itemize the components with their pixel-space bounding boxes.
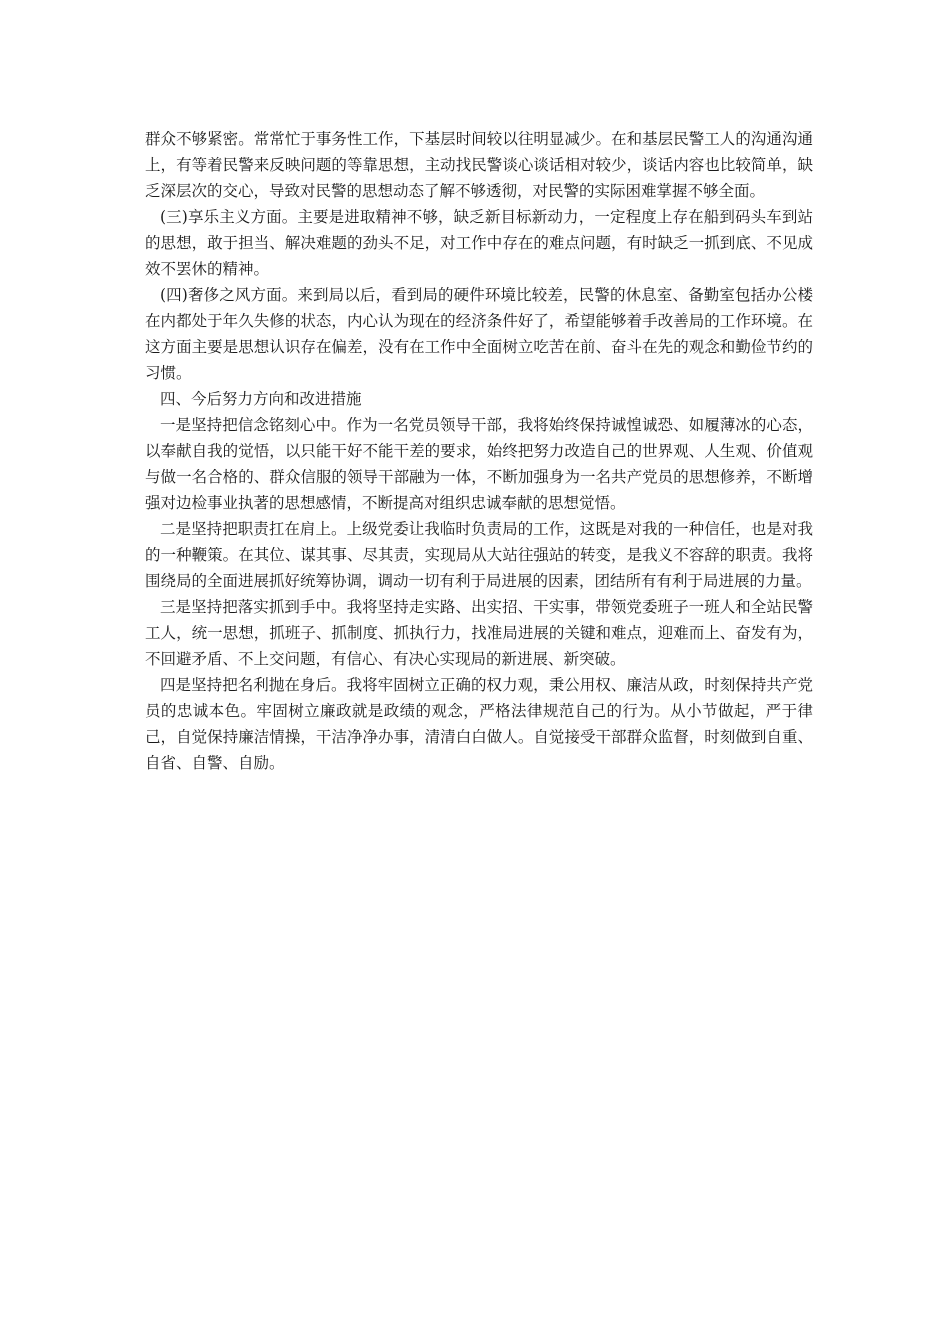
paragraph-measure-1: 一是坚持把信念铭刻心中。作为一名党员领导干部，我将始终保持诚惶诚恐、如履薄冰的心态，以奉献自我的觉悟，以只能干好不能干差的要求，始终把努力改造自己的世界观、人生观、价值观与做一名合格的、群众信服的领导干部融为一体，不断加强身为一名共产党员的思想修养，不断增强对边检事业执著的思想感情，不断提高对组织忠诚奉献的思想觉悟。 (145, 416, 813, 512)
section-heading: 四、今后努力方向和改进措施 (160, 390, 362, 408)
paragraph-hedonism: (三)享乐主义方面。主要是进取精神不够，缺乏新目标新动力，一定程度上存在船到码头车到站的思想，敢于担当、解决难题的劲头不足，对工作中存在的难点问题，有时缺乏一抓到底、不见成效不罢休的精神。 (145, 208, 813, 278)
paragraph-measure-3: 三是坚持把落实抓到手中。我将坚持走实路、出实招、干实事，带领党委班子一班人和全站民警工人，统一思想，抓班子、抓制度、抓执行力，找准局进展的关键和难点，迎难而上、奋发有为，不回避矛盾、不上交问题，有信心、有决心实现局的新进展、新突破。 (145, 598, 813, 668)
document-body (145, 126, 813, 776)
paragraph-extravagance: (四)奢侈之风方面。来到局以后，看到局的硬件环境比较差，民警的休息室、备勤室包括办公楼在内都处于年久失修的状态，内心认为现在的经济条件好了，希望能够着手改善局的工作环境。在这方面主要是思想认识存在偏差，没有在工作中全面树立吃苦在前、奋斗在先的观念和勤俭节约的习惯。 (145, 286, 813, 382)
paragraph-measure-2: 二是坚持把职责扛在肩上。上级党委让我临时负责局的工作，这既是对我的一种信任，也是对我的一种鞭策。在其位、谋其事、尽其责，实现局从大站往强站的转变，是我义不容辞的职责。我将围绕局的全面进展抓好统筹协调，调动一切有利于局进展的因素，团结所有有利于局进展的力量。 (145, 520, 813, 590)
paragraph-measure-4: 四是坚持把名利抛在身后。我将牢固树立正确的权力观，秉公用权、廉洁从政，时刻保持共产党员的忠诚本色。牢固树立廉政就是政绩的观念，严格法律规范自己的行为。从小节做起，严于律己，自觉保持廉洁情操，干洁净净办事，清清白白做人。自觉接受干部群众监督，时刻做到自重、自省、自警、自励。 (145, 676, 813, 772)
paragraph-continued: 群众不够紧密。常常忙于事务性工作，下基层时间较以往明显减少。在和基层民警工人的沟通沟通上，有等着民警来反映问题的等靠思想，主动找民警谈心谈话相对较少，谈话内容也比较简单，缺乏深层次的交心，导致对民警的思想动态了解不够透彻，对民警的实际困难掌握不够全面。 (145, 130, 813, 200)
